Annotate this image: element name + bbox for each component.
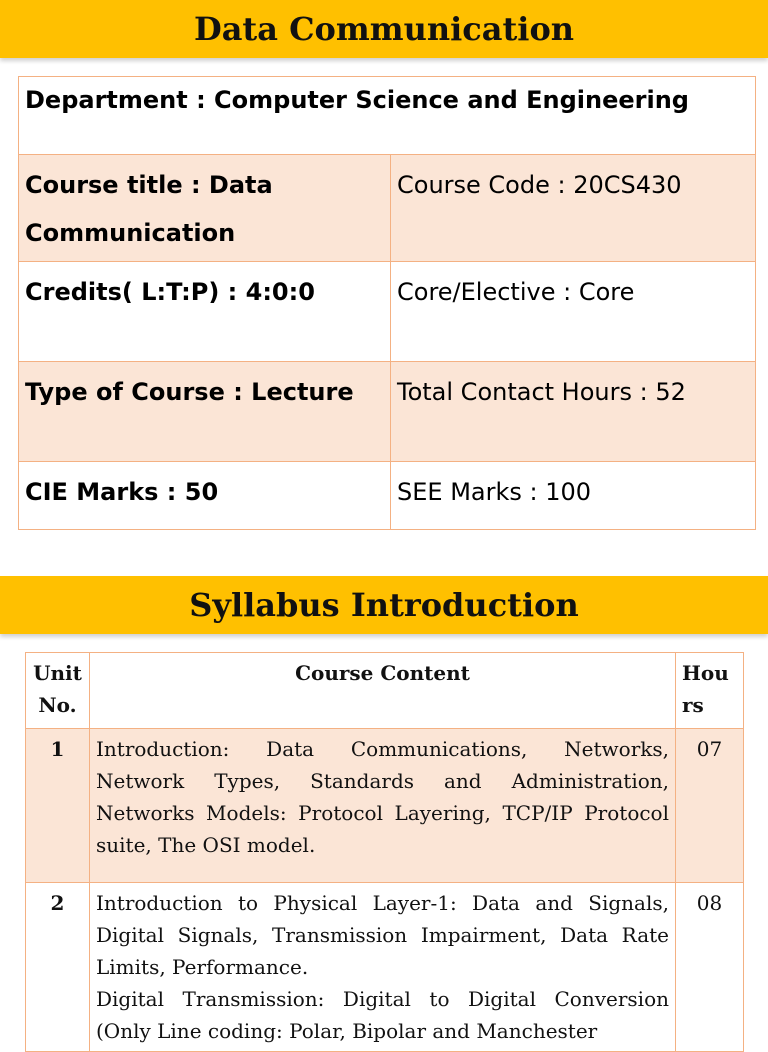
- course-code-cell: Course Code : 20CS430: [391, 155, 756, 262]
- credits-cell: Credits( L:T:P) : 4:0:0: [19, 262, 391, 362]
- core-elective-cell: Core/Elective : Core: [391, 262, 756, 362]
- hours-header: Hours: [676, 653, 744, 729]
- page-title: Data Communication: [193, 10, 575, 48]
- type-of-course-cell: Type of Course : Lecture: [19, 362, 391, 462]
- unit-hours: 08: [676, 883, 744, 1052]
- unit-hours: 07: [676, 729, 744, 883]
- unit-number: 2: [26, 883, 90, 1052]
- course-content: Introduction: Data Communications, Networks, Network Types, Standards and Administration, Networks Models: Protocol Layering, TCP/IP Protocol suite, The OSI model.: [90, 729, 676, 883]
- course-content-paragraph: Digital Transmission: Digital to Digital Conversion (Only Line coding: Polar, Bipolar and Manchester: [96, 987, 669, 1043]
- department-cell: Department : Computer Science and Engineering: [19, 77, 756, 155]
- cie-marks-cell: CIE Marks : 50: [19, 462, 391, 530]
- content-header: Course Content: [90, 653, 676, 729]
- unit-number: 1: [26, 729, 90, 883]
- syllabus-banner: [0, 576, 768, 634]
- see-marks-cell: SEE Marks : 100: [391, 462, 756, 530]
- course-info-table: [18, 76, 756, 530]
- syllabus-title: Syllabus Introduction: [189, 586, 579, 624]
- course-content: [90, 883, 676, 1052]
- total-contact-hours-cell: Total Contact Hours : 52: [391, 362, 756, 462]
- unit-header: Unit No.: [26, 653, 90, 729]
- course-title-cell: Course title : Data Communication: [19, 155, 391, 262]
- syllabus-table: [25, 652, 744, 1052]
- course-content-paragraph: Introduction to Physical Layer-1: Data and Signals, Digital Signals, Transmission Impairment, Data Rate Limits, Performance.: [96, 891, 669, 979]
- title-banner: [0, 0, 768, 58]
